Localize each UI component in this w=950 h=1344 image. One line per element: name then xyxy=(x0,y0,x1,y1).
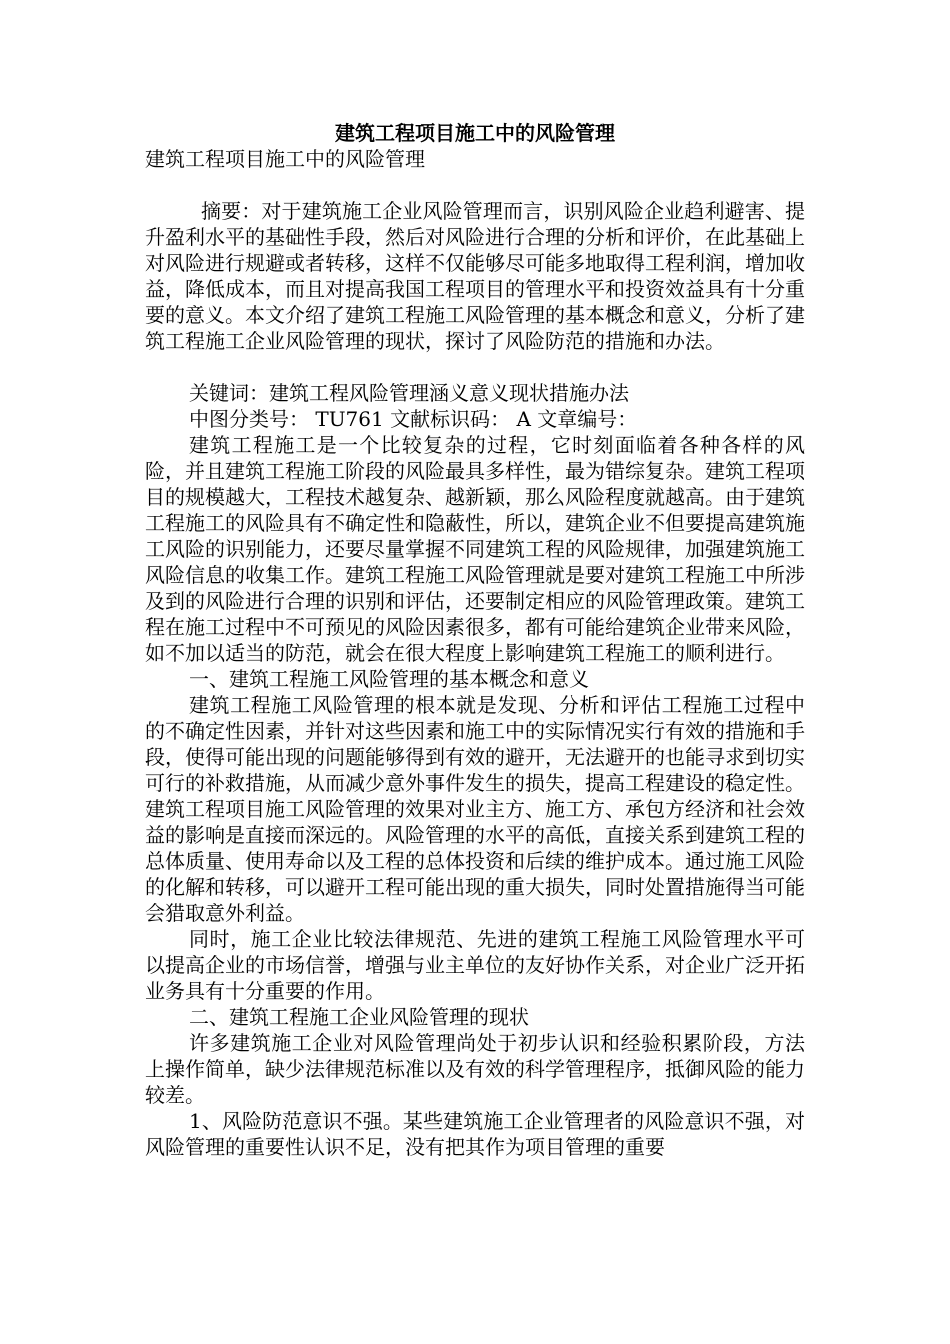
body-paragraph: 许多建筑施工企业对风险管理尚处于初步认识和经验积累阶段，方法上操作简单，缺少法律规范标准以及有效的科学管理程序，抵御风险的能力较差。 xyxy=(145,1031,805,1107)
classification-line: 中图分类号： TU761 文献标识码： A 文章编号： xyxy=(189,407,638,431)
body-paragraph: 建筑工程施工风险管理的根本就是发现、分析和评估工程施工过程中的不确定性因素，并针对这些因素和施工中的实际情况实行有效的措施和手段，使得可能出现的问题能够得到有效的避开，无法避开的也能寻求到切实可行的补救措施，从而减少意外事件发生的损失，提高工程建设的稳定性。建筑工程项目施工风险管理的效果对业主方、施工方、承包方经济和社会效益的影响是直接而深远的。风险管理的水平的高低，直接关系到建筑工程的总体质量、使用寿命以及工程的总体投资和后续的维护成本。通过施工风险的化解和转移，可以避开工程可能出现的重大损失，同时处置措施得当可能会猎取意外利益。 xyxy=(145,693,805,925)
body-paragraph: 建筑工程施工是一个比较复杂的过程，它时刻面临着各种各样的风险，并且建筑工程施工阶段的风险最具多样性，最为错综复杂。建筑工程项目的规模越大，工程技术越复杂、越新颖，那么风险程度就越高。由于建筑工程施工的风险具有不确定性和隐蔽性，所以，建筑企业不但要提高建筑施工风险的识别能力，还要尽量掌握不同建筑工程的风险规律，加强建筑施工风险信息的收集工作。建筑工程施工风险管理就是要对建筑工程施工中所涉及到的风险进行合理的识别和评估，还要制定相应的风险管理政策。建筑工程在施工过程中不可预见的风险因素很多，都有可能给建筑企业带来风险，如不加以适当的防范，就会在很大程度上影响建筑工程施工的顺利进行。 xyxy=(145,433,805,665)
section-heading: 二、建筑工程施工企业风险管理的现状 xyxy=(189,1005,529,1029)
body-paragraph: 同时，施工企业比较法律规范、先进的建筑工程施工风险管理水平可以提高企业的市场信誉，增强与业主单位的友好协作关系，对企业广泛开拓业务具有十分重要的作用。 xyxy=(145,927,805,1003)
blank-line xyxy=(145,354,805,380)
document-page xyxy=(145,120,805,1160)
document-subtitle: 建筑工程项目施工中的风险管理 xyxy=(145,147,425,171)
document-title: 建筑工程项目施工中的风险管理 xyxy=(335,121,615,145)
blank-line xyxy=(145,172,805,198)
abstract-paragraph: 摘要：对于建筑施工企业风险管理而言，识别风险企业趋利避害、提升盈利水平的基础性手段，然后对风险进行合理的分析和评价，在此基础上对风险进行规避或者转移，这样不仅能够尽可能多地取得工程利润，增加收益，降低成本，而且对提高我国工程项目的管理水平和投资效益具有十分重要的意义。本文介绍了建筑工程施工风险管理的基本概念和意义，分析了建筑工程施工企业风险管理的现状，探讨了风险防范的措施和办法。 xyxy=(145,199,805,353)
section-heading: 一、建筑工程施工风险管理的基本概念和意义 xyxy=(189,667,589,691)
body-paragraph: 1、风险防范意识不强。某些建筑施工企业管理者的风险意识不强，对风险管理的重要性认识不足，没有把其作为项目管理的重要 xyxy=(145,1109,805,1159)
keywords-line: 关键词：建筑工程风险管理涵义意义现状措施办法 xyxy=(189,381,629,405)
